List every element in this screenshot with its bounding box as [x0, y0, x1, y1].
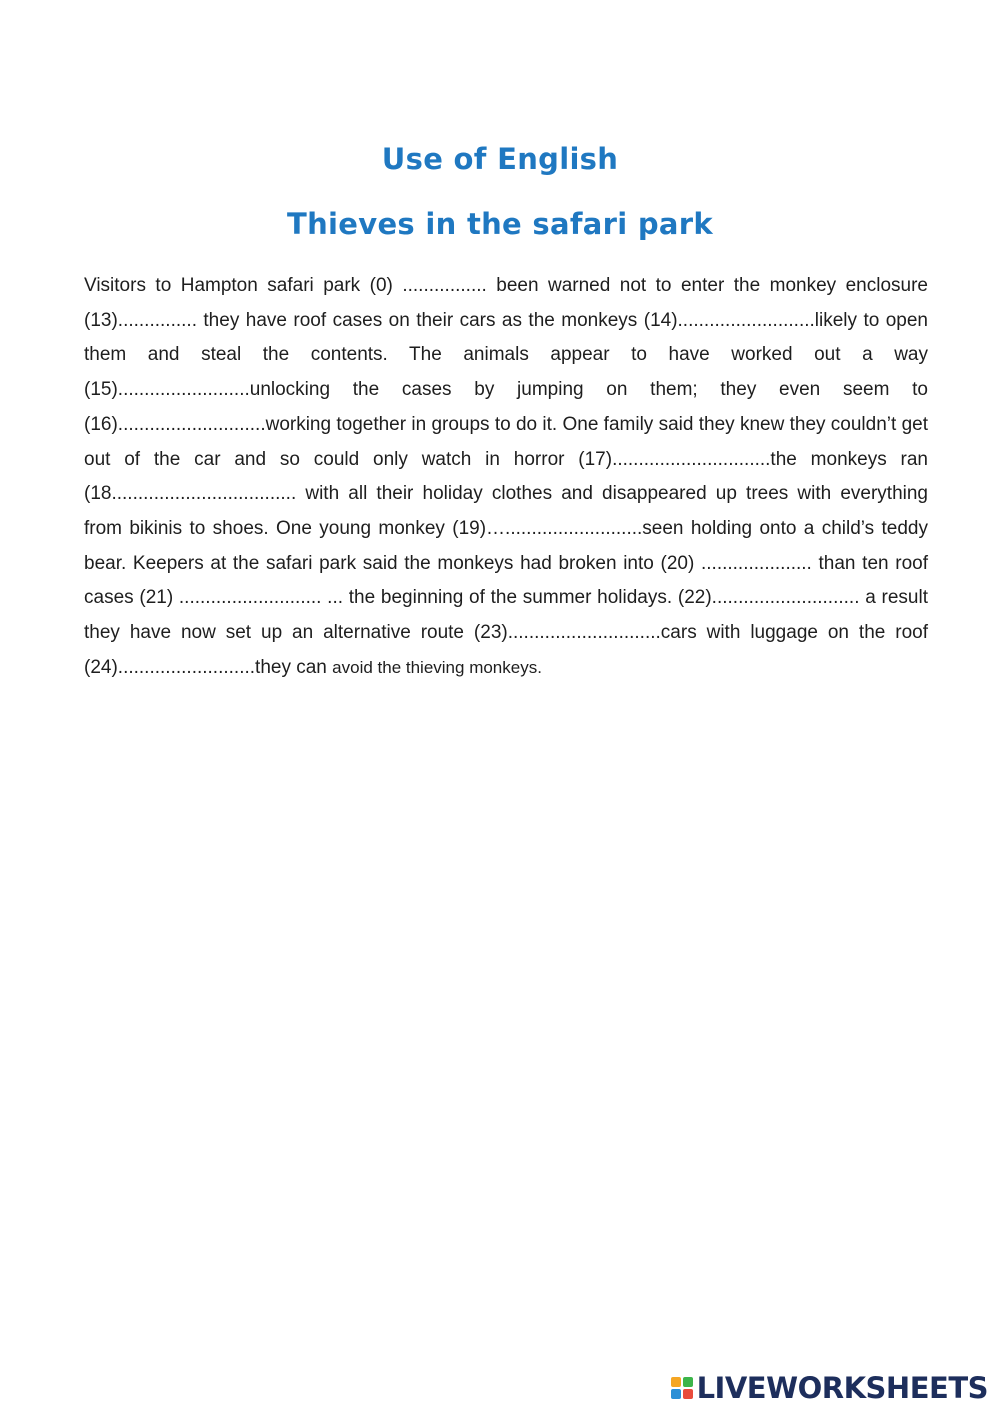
liveworksheets-logo-icon: [671, 1377, 693, 1399]
passage-tail: avoid the thieving monkeys.: [332, 657, 542, 677]
logo-square: [683, 1377, 693, 1387]
liveworksheets-brand: [671, 1370, 988, 1406]
page-title: Use of English: [381, 142, 619, 176]
page-subtitle: Thieves in the safari park: [287, 207, 713, 241]
passage-text: [84, 269, 928, 685]
logo-square: [683, 1389, 693, 1399]
passage-main: Visitors to Hampton safari park (0) ................ been warned not to enter the monkey enclosure (13)............... they have roof cases on their cars as the monkeys (14)..........................likely to open them and steal the contents. The animals appear to have worked out a way (15).........................unlocking the cases by jumping on them; they even seem to (16)............................working together in groups to do it. One family said they knew they couldn’t get out of the car and so could only watch in horror (17)..............................the monkeys ran (18................................... with all their holiday clothes and disappeared up trees with everything from bikinis to shoes. One young monkey (19)…..........................seen holding onto a child’s teddy bear. Keepers at the safari park said the monkeys had broken into (20) ..................... than ten roof cases (21) ........................... ... the beginning of the summer holidays. (22)............................ a result they have now set up an alternative route (23).............................cars with luggage on the roof (24)..........................they can: [84, 275, 928, 678]
logo-square: [671, 1377, 681, 1387]
brand-wordmark: LIVEWORKSHEETS: [696, 1371, 988, 1405]
logo-square: [671, 1389, 681, 1399]
